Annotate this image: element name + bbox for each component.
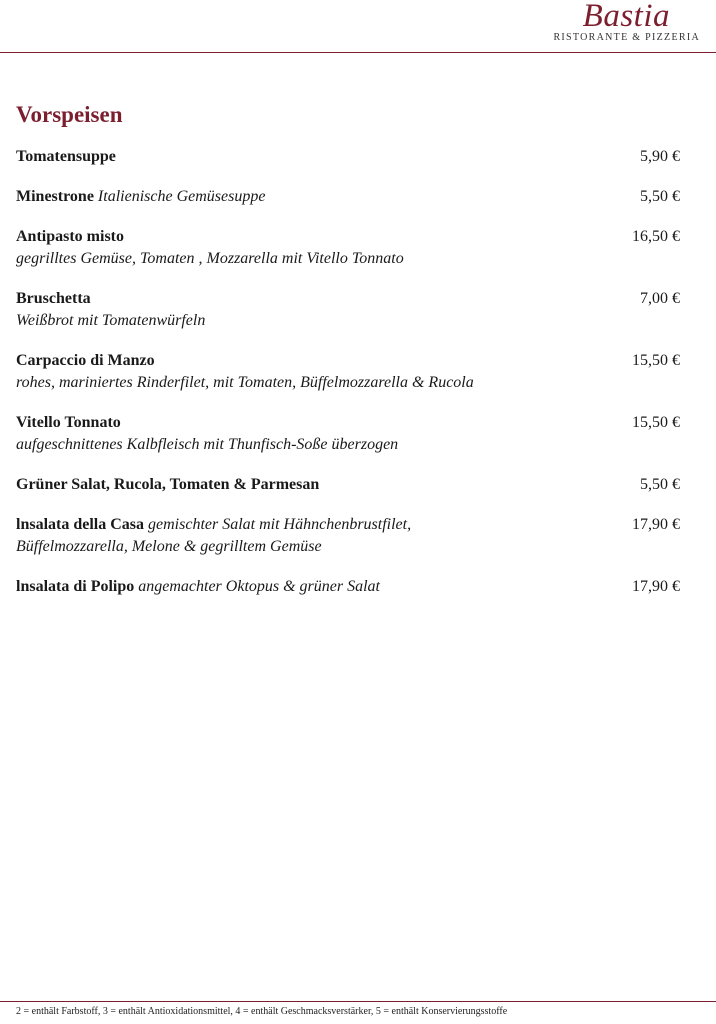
brand-subtitle: RISTORANTE & PIZZERIA: [553, 32, 700, 43]
menu-list: [16, 146, 680, 616]
menu-item: [16, 146, 680, 168]
menu-item-description: Weißbrot mit Tomatenwürfeln: [16, 312, 206, 329]
menu-item-description: gemischter Salat mit Hähnchenbrustfilet,: [148, 516, 412, 533]
menu-item-name: Carpaccio di Manzo: [16, 352, 155, 369]
menu-item-price: 15,50 €: [632, 414, 680, 431]
menu-item-price: 7,00 €: [640, 290, 680, 307]
menu-item-name: lnsalata della Casa: [16, 516, 145, 533]
menu-item-description: rohes, mariniertes Rinderfilet, mit Tomaten, Büffelmozzarella & Rucola: [16, 374, 474, 391]
menu-item-price: 17,90 €: [632, 578, 680, 595]
menu-item: [16, 412, 680, 456]
menu-item-price: 16,50 €: [632, 228, 680, 245]
menu-item-description: angemachter Oktopus & grüner Salat: [138, 578, 380, 595]
menu-item: [16, 288, 680, 332]
menu-item-price: 5,90 €: [640, 148, 680, 165]
menu-item-price: 17,90 €: [632, 516, 680, 533]
menu-item: [16, 226, 680, 270]
section-title: Vorspeisen: [16, 102, 123, 127]
menu-item: [16, 474, 680, 496]
menu-item-name: Tomatensuppe: [16, 148, 116, 165]
menu-item-name: lnsalata di Polipo: [16, 578, 135, 595]
menu-item-name: Bruschetta: [16, 290, 91, 307]
menu-item: [16, 350, 680, 394]
allergen-footnote: 2 = enthält Farbstoff, 3 = enthält Antioxidationsmittel, 4 = enthält Geschmacksverstärker, 5 = enthält Konservierungsstoffe: [16, 1006, 508, 1017]
menu-item-description: aufgeschnittenes Kalbfleisch mit Thunfisch-Soße überzogen: [16, 436, 399, 453]
menu-item: [16, 576, 680, 598]
menu-item-name: Antipasto misto: [16, 228, 125, 245]
menu-item-description: Büffelmozzarella, Melone & gegrilltem Gemüse: [16, 538, 322, 555]
brand-name: Bastia: [582, 0, 670, 34]
menu-item-name: Vitello Tonnato: [16, 414, 121, 431]
menu-item-price: 5,50 €: [640, 188, 680, 205]
menu-item-name: Minestrone: [16, 188, 94, 205]
menu-item: [16, 186, 680, 208]
menu-item-price: 15,50 €: [632, 352, 680, 369]
footer-divider: [0, 1001, 716, 1002]
header-divider: [0, 52, 716, 53]
menu-item: [16, 514, 680, 558]
menu-item-name: Grüner Salat, Rucola, Tomaten & Parmesan: [16, 476, 320, 493]
restaurant-logo: [553, 0, 700, 43]
menu-item-description: Italienische Gemüsesuppe: [97, 188, 266, 205]
menu-item-description: gegrilltes Gemüse, Tomaten , Mozzarella mit Vitello Tonnato: [16, 250, 404, 267]
menu-item-price: 5,50 €: [640, 476, 680, 493]
